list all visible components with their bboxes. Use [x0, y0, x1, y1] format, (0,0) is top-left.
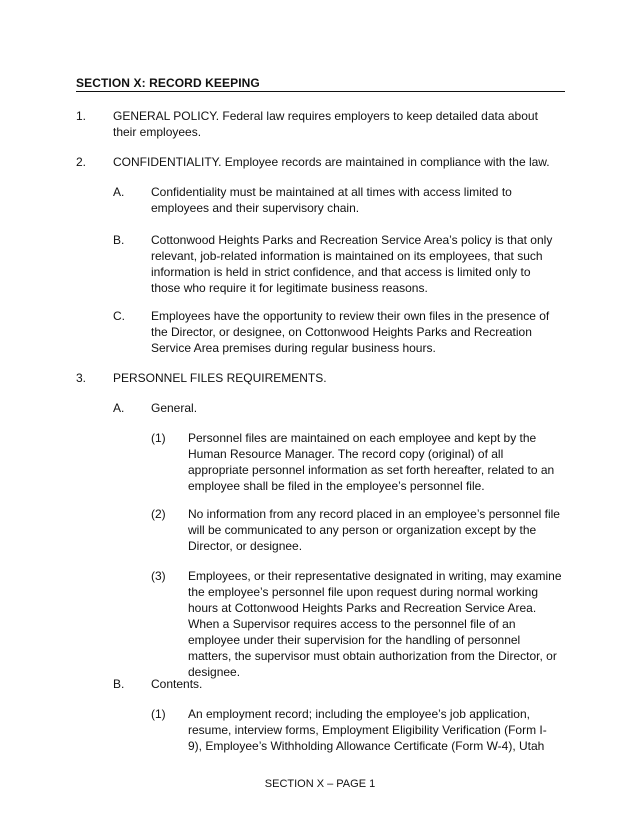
item-3b-text: Contents.	[151, 677, 203, 691]
item-3a2-number: (2)	[151, 507, 166, 521]
item-3a1-number: (1)	[151, 431, 166, 445]
item-2c-text: Employees have the opportunity to review their own files in the presence of the Director, or designee, on Cottonwood Heights Parks and Recreation Service Area premises during regular business hours.	[151, 309, 550, 355]
item-3-text: PERSONNEL FILES REQUIREMENTS.	[113, 371, 327, 385]
item-1-text: GENERAL POLICY. Federal law requires employers to keep detailed data about their employees.	[113, 109, 538, 139]
page-footer: SECTION X – PAGE 1	[264, 778, 376, 790]
item-3a-text: General.	[151, 401, 198, 415]
item-2b-letter: B.	[113, 233, 125, 247]
item-2-number: 2.	[76, 155, 87, 169]
item-3b1-number: (1)	[151, 707, 166, 721]
item-2b-text: Cottonwood Heights Parks and Recreation Service Area’s policy is that only relevant, job-related information is maintained on its employees, that such information is held in strict confidence, and that access is limited only to those who require it for legitimate business reasons.	[151, 233, 553, 295]
item-1-number: 1.	[76, 109, 87, 123]
item-3a1-text: Personnel files are maintained on each employee and kept by the Human Resource Manager. The record copy (original) of all appropriate personnel information as set forth hereafter, related to an employee shall be filed in the employee’s personnel file.	[188, 431, 555, 493]
item-2c-letter: C.	[113, 309, 125, 323]
item-3b1-text: An employment record; including the employee’s job application, resume, interview forms, Employment Eligibility Verification (Form I-9), Employee’s Withholding Allowance Certificate (Form W-4), Utah	[188, 707, 547, 753]
item-3a3-text: Employees, or their representative designated in writing, may examine the employee’s personnel file upon request during normal working hours at Cottonwood Heights Parks and Recreation Service Area. When a Supervisor requires access to the personnel file of an employee under their supervision for the handling of personnel matters, the supervisor must obtain authorization from the Director, or designee.	[188, 569, 562, 679]
item-3a3-number: (3)	[151, 569, 166, 583]
item-3-number: 3.	[76, 371, 87, 385]
section-title-text: SECTION X: RECORD KEEPING	[76, 76, 260, 90]
item-2-text: CONFIDENTIALITY. Employee records are maintained in compliance with the law.	[113, 155, 550, 169]
item-3a-letter: A.	[113, 401, 125, 415]
section-title	[76, 76, 565, 92]
item-2a-text: Confidentiality must be maintained at all times with access limited to employees and their supervisory chain.	[151, 185, 512, 215]
item-2a-letter: A.	[113, 185, 125, 199]
item-3a2-text: No information from any record placed in an employee’s personnel file will be communicated to any person or organization except by the Director, or designee.	[188, 507, 560, 553]
item-3b-letter: B.	[113, 677, 125, 691]
